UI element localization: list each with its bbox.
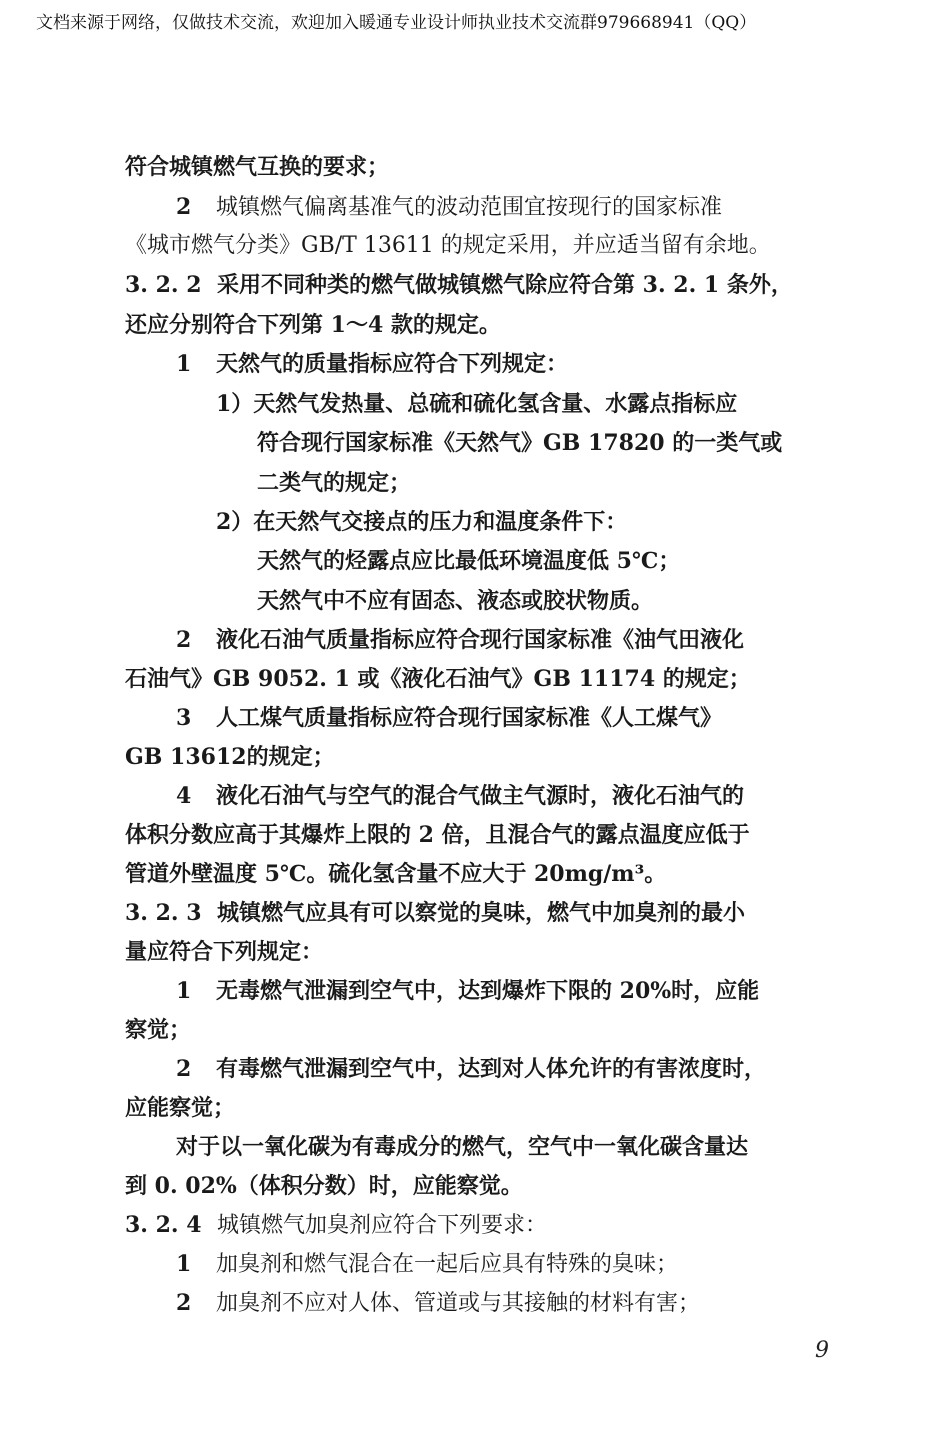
item-text: 城镇燃气偏离基准气的波动范围宜按现行的国家标准 (216, 195, 723, 220)
clause-text: 城镇燃气应具有可以察觉的臭味，燃气中加臭剂的最小 (217, 900, 746, 926)
subitem-line: 二类气的规定； (257, 470, 412, 496)
paragraph-line: 石油气》GB 9052. 1 或《液化石油气》GB 11174 的规定； (125, 666, 751, 692)
item-number: 1 (176, 351, 192, 377)
item-line (176, 1055, 906, 1083)
paragraph-line: 察觉； (125, 1017, 192, 1043)
item-number: 2 (176, 1290, 192, 1316)
paragraph-line: 到 0. 02%（体积分数）时，应能察觉。 (125, 1173, 523, 1199)
item-text: 天然气的质量指标应符合下列规定： (216, 351, 569, 377)
item-line (176, 977, 906, 1005)
item-number: 3 (176, 705, 192, 731)
clause-number: 3. 2. 3 (125, 900, 202, 926)
item-text: 加臭剂不应对人体、管道或与其接触的材料有害； (216, 1291, 701, 1316)
subitem-line: 符合现行国家标准《天然气》GB 17820 的一类气或 (257, 430, 783, 456)
watermark-header: 文档来源于网络，仅做技术交流，欢迎加入暖通专业设计师执业技术交流群979668941（QQ） (36, 13, 757, 33)
clause-text: 采用不同种类的燃气做城镇燃气除应符合第 3. 2. 1 条外， (217, 272, 793, 298)
item-number: 2 (176, 1056, 192, 1082)
paragraph-line: 符合城镇燃气互换的要求； (125, 154, 390, 180)
paragraph-line: 《城市燃气分类》GB/T 13611 的规定采用，并应适当留有余地。 (125, 233, 771, 258)
paragraph-line: GB 13612的规定； (125, 744, 335, 770)
paragraph-line: 还应分别符合下列第 1～4 款的规定。 (125, 312, 501, 338)
item-text: 有毒燃气泄漏到空气中，达到对人体允许的有害浓度时， (216, 1056, 767, 1082)
clause-line (125, 1211, 855, 1240)
item-line (176, 782, 906, 810)
paragraph-line: 量应符合下列规定： (125, 939, 324, 965)
item-line (176, 704, 906, 732)
clause-text: 城镇燃气加臭剂应符合下列要求： (217, 1213, 548, 1238)
item-line (176, 193, 906, 222)
subitem-line: 1）天然气发热量、总硫和硫化氢含量、水露点指标应 (216, 391, 738, 417)
item-text: 液化石油气与空气的混合气做主气源时，液化石油气的 (216, 783, 745, 809)
item-text: 人工煤气质量指标应符合现行国家标准《人工煤气》 (216, 705, 723, 731)
clause-line (125, 899, 855, 927)
item-line (176, 1250, 906, 1279)
item-line (176, 350, 906, 378)
item-number: 4 (176, 783, 192, 809)
item-number: 1 (176, 978, 192, 1004)
subitem-line: 天然气的烃露点应比最低环境温度低 5℃； (257, 548, 681, 574)
clause-line (125, 271, 855, 299)
clause-number: 3. 2. 2 (125, 272, 202, 298)
item-number: 2 (176, 627, 192, 653)
item-text: 加臭剂和燃气混合在一起后应具有特殊的臭味； (216, 1252, 679, 1277)
item-line (176, 626, 906, 654)
item-text: 液化石油气质量指标应符合现行国家标准《油气田液化 (216, 627, 745, 653)
paragraph-line: 管道外壁温度 5℃。硫化氢含量不应大于 20mg/m³。 (125, 861, 667, 887)
clause-number: 3. 2. 4 (125, 1212, 202, 1238)
item-number: 1 (176, 1251, 192, 1277)
page-number: 9 (815, 1338, 829, 1363)
item-text: 无毒燃气泄漏到空气中，达到爆炸下限的 20%时，应能 (216, 978, 760, 1004)
item-number: 2 (176, 194, 192, 220)
paragraph-line: 对于以一氧化碳为有毒成分的燃气，空气中一氧化碳含量达 (176, 1134, 749, 1160)
subitem-line: 天然气中不应有固态、液态或胶状物质。 (257, 588, 654, 614)
paragraph-line: 体积分数应高于其爆炸上限的 2 倍，且混合气的露点温度应低于 (125, 822, 750, 848)
subitem-line: 2）在天然气交接点的压力和温度条件下： (216, 509, 628, 535)
item-line (176, 1289, 906, 1318)
paragraph-line: 应能察觉； (125, 1095, 236, 1121)
